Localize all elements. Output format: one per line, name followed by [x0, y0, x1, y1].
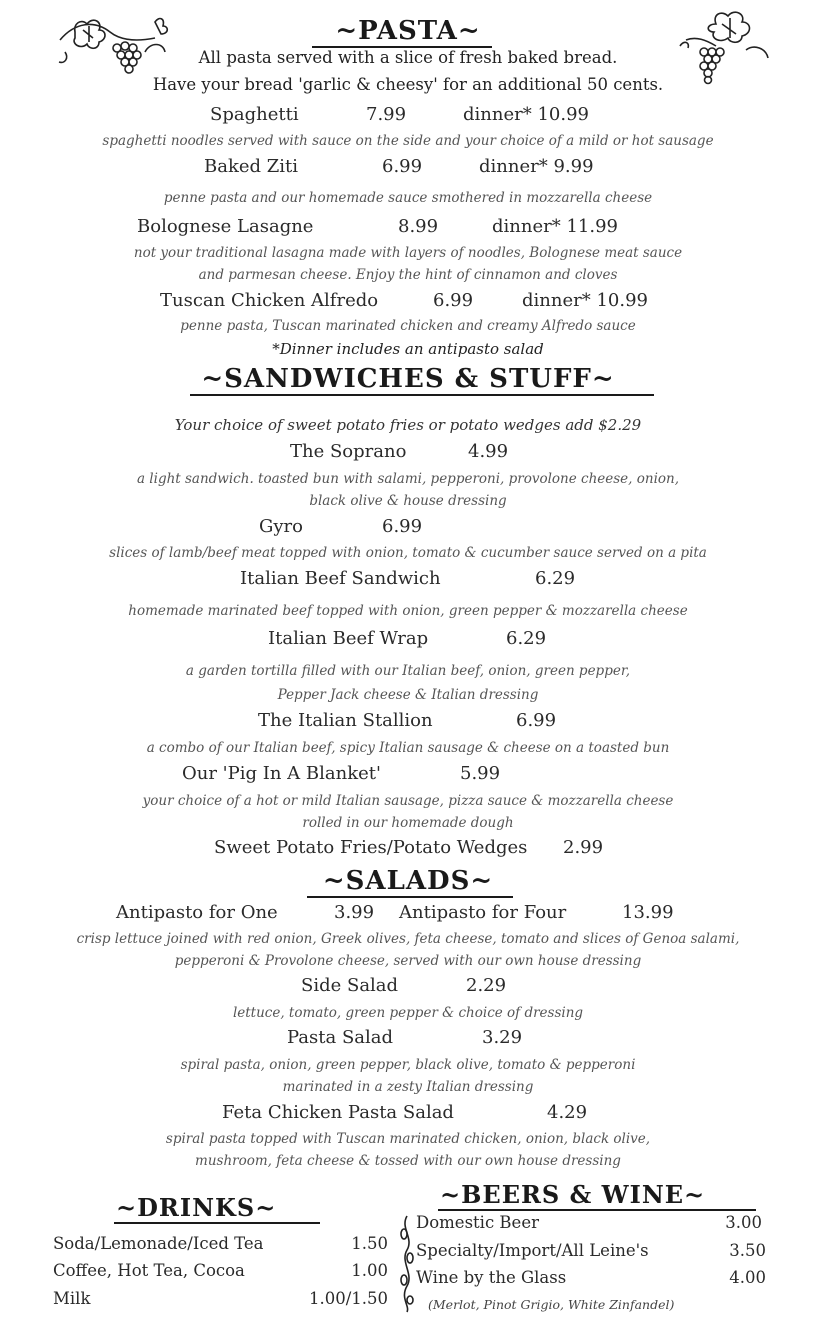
pasta-item-ziti-dinner: dinner* 9.99 [479, 156, 594, 177]
sandwich-pig-desc-2: rolled in our homemade dough [302, 815, 514, 831]
drink-milk-name: Milk [53, 1289, 91, 1308]
pasta-item-ziti-name: Baked Ziti [204, 156, 299, 177]
salad-feta-desc-2: mushroom, feta cheese & tossed with our own house dressing [195, 1153, 621, 1169]
salad-side-desc: lettuce, tomato, green pepper & choice of dressing [232, 1005, 584, 1021]
sandwiches-intro: Your choice of sweet potato fries or potato wedges add $2.29 [174, 416, 642, 434]
sandwich-pig-price: 5.99 [460, 763, 501, 784]
beer-domestic-name: Domestic Beer [416, 1213, 539, 1232]
pasta-item-alfredo-dinner: dinner* 10.99 [522, 290, 648, 311]
sandwich-gyro-price: 6.99 [382, 516, 423, 537]
salad-side-price: 2.29 [466, 975, 507, 996]
salad-pasta-name: Pasta Salad [287, 1027, 394, 1048]
sandwich-beef-price: 6.29 [535, 568, 576, 589]
salads-title: ~SALADS~ [322, 866, 494, 896]
salad-antipasto-desc-2: pepperoni & Provolone cheese, served with our own house dressing [174, 953, 642, 969]
salad-antipasto-four-name: Antipasto for Four [399, 902, 567, 923]
sandwich-stallion-price: 6.99 [516, 710, 557, 731]
pasta-intro-2: Have your bread 'garlic & cheesy' for an additional 50 cents. [152, 75, 664, 94]
pasta-item-lasagne-desc-1: not your traditional lasagna made with layers of noodles, Bolognese meat sauce [133, 245, 683, 261]
salad-side-name: Side Salad [301, 975, 399, 996]
pasta-item-alfredo-name: Tuscan Chicken Alfredo [160, 290, 379, 311]
salad-pasta-price: 3.29 [482, 1027, 523, 1048]
salad-antipasto-four-price: 13.99 [622, 902, 674, 923]
drinks-title-underline [114, 1222, 320, 1224]
pasta-item-alfredo-desc: penne pasta, Tuscan marinated chicken and creamy Alfredo sauce [180, 318, 636, 334]
sandwich-soprano-name: The Soprano [290, 441, 407, 462]
salad-antipasto-one-name: Antipasto for One [116, 902, 278, 923]
pasta-item-spaghetti-price: 7.99 [366, 104, 407, 125]
wine-glass-name: Wine by the Glass [416, 1268, 567, 1287]
sandwich-stallion-name: The Italian Stallion [258, 710, 433, 731]
sandwich-pig-name: Our 'Pig In A Blanket' [182, 763, 381, 784]
vine-icon [396, 1214, 418, 1314]
sandwich-wrap-price: 6.29 [506, 628, 547, 649]
beer-specialty-price: 3.50 [729, 1241, 766, 1260]
pasta-intro-1: All pasta served with a slice of fresh baked bread. [198, 48, 618, 67]
sandwich-soprano-desc-1: a light sandwich. toasted bun with salami, pepperoni, provolone cheese, onion, [136, 471, 680, 487]
pasta-item-alfredo-price: 6.99 [433, 290, 474, 311]
salad-feta-desc-1: spiral pasta topped with Tuscan marinated chicken, onion, black olive, [165, 1131, 651, 1147]
wine-glass-price: 4.00 [729, 1268, 766, 1287]
salad-pasta-desc-1: spiral pasta, onion, green pepper, black olive, tomato & pepperoni [180, 1057, 636, 1073]
sandwich-beef-name: Italian Beef Sandwich [240, 568, 441, 589]
sandwich-stallion-desc: a combo of our Italian beef, spicy Italian sausage & cheese on a toasted bun [146, 740, 670, 756]
salad-antipasto-one-price: 3.99 [334, 902, 375, 923]
drinks-title: ~DRINKS~ [116, 1193, 277, 1222]
drink-soda-name: Soda/Lemonade/Iced Tea [53, 1234, 264, 1253]
drink-coffee-price: 1.00 [351, 1261, 388, 1280]
pasta-item-ziti-price: 6.99 [382, 156, 423, 177]
salad-feta-price: 4.29 [547, 1102, 588, 1123]
pasta-item-lasagne-price: 8.99 [398, 216, 439, 237]
drink-soda-price: 1.50 [351, 1234, 388, 1253]
drink-coffee-name: Coffee, Hot Tea, Cocoa [53, 1261, 245, 1280]
sandwich-wrap-name: Italian Beef Wrap [268, 628, 429, 649]
sandwich-gyro-desc: slices of lamb/beef meat topped with onion, tomato & cucumber sauce served on a pita [109, 545, 707, 561]
pasta-item-lasagne-dinner: dinner* 11.99 [492, 216, 618, 237]
pasta-item-spaghetti-desc: spaghetti noodles served with sauce on the side and your choice of a mild or hot sausage [102, 133, 714, 149]
wine-varieties-note: (Merlot, Pinot Grigio, White Zinfandel) [428, 1297, 675, 1312]
beer-domestic-price: 3.00 [725, 1213, 762, 1232]
pasta-item-lasagne-desc-2: and parmesan cheese. Enjoy the hint of cinnamon and cloves [198, 267, 618, 283]
pasta-item-lasagne-name: Bolognese Lasagne [137, 216, 314, 237]
sandwich-pig-desc-1: your choice of a hot or mild Italian sausage, pizza sauce & mozzarella cheese [142, 793, 674, 809]
drink-milk-price: 1.00/1.50 [308, 1289, 388, 1308]
pasta-item-spaghetti-name: Spaghetti [210, 104, 299, 125]
salad-pasta-desc-2: marinated in a zesty Italian dressing [282, 1079, 534, 1095]
sandwich-beef-desc: homemade marinated beef topped with onion, green pepper & mozzarella cheese [128, 603, 688, 619]
beer-specialty-name: Specialty/Import/All Leine's [416, 1241, 649, 1260]
pasta-item-spaghetti-dinner: dinner* 10.99 [463, 104, 589, 125]
sandwich-gyro-name: Gyro [259, 516, 303, 537]
sandwich-wrap-desc-1: a garden tortilla filled with our Italian beef, onion, green pepper, [185, 663, 631, 679]
pasta-title: ~PASTA~ [335, 16, 481, 46]
beers-title: ~BEERS & WINE~ [440, 1180, 706, 1209]
beers-title-underline [438, 1209, 756, 1211]
pasta-item-ziti-desc: penne pasta and our homemade sauce smothered in mozzarella cheese [163, 190, 653, 206]
sandwich-soprano-desc-2: black olive & house dressing [309, 493, 507, 509]
pasta-footnote: *Dinner includes an antipasto salad [272, 340, 544, 358]
salads-title-underline [307, 896, 513, 898]
sandwich-wrap-desc-2: Pepper Jack cheese & Italian dressing [277, 687, 539, 703]
sandwiches-title-underline [190, 394, 654, 396]
salad-feta-name: Feta Chicken Pasta Salad [222, 1102, 454, 1123]
sandwiches-title: ~SANDWICHES & STUFF~ [201, 364, 615, 394]
salad-antipasto-desc-1: crisp lettuce joined with red onion, Greek olives, feta cheese, tomato and slices of Genoa salami, [76, 931, 740, 947]
sandwich-fries-price: 2.99 [563, 837, 604, 858]
sandwich-soprano-price: 4.99 [468, 441, 509, 462]
sandwich-fries-name: Sweet Potato Fries/Potato Wedges [214, 837, 528, 858]
